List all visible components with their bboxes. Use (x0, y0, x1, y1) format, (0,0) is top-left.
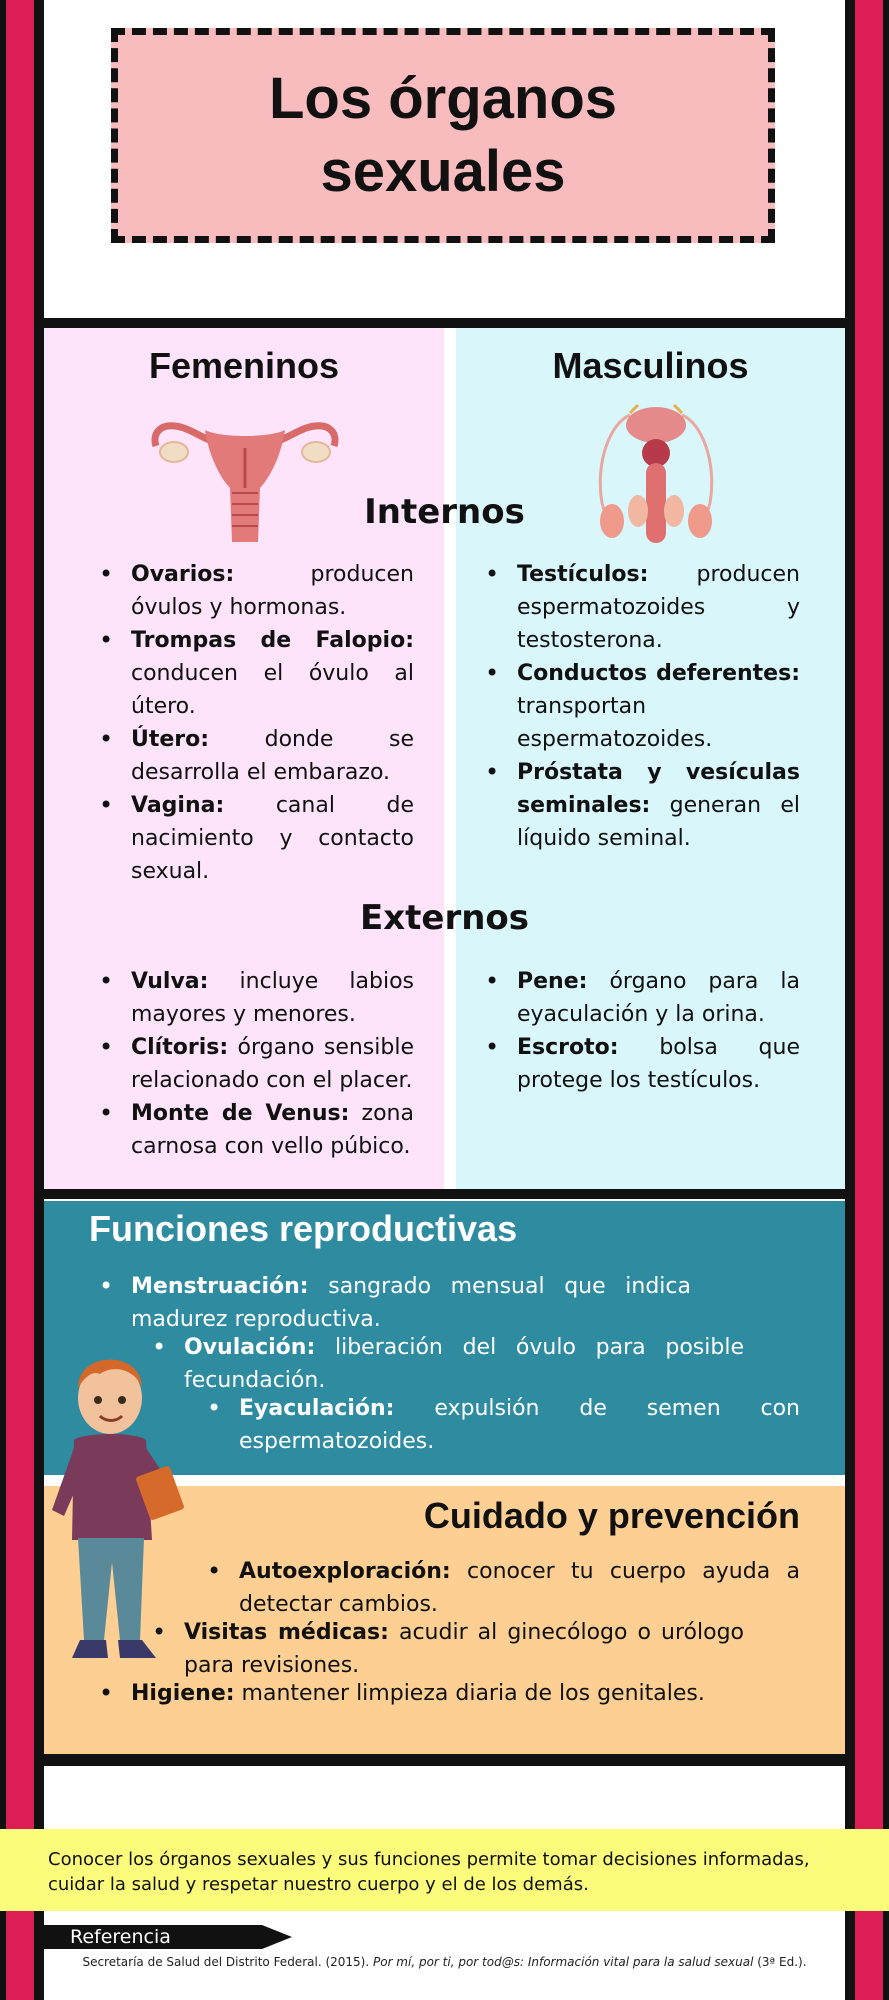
list-item: • Ovarios: producen óvulos y hormonas. (131, 558, 414, 624)
list-item: • Pene: órgano para la eyaculación y la orina. (517, 965, 800, 1031)
list-item: • Higiene: mantener limpieza diaria de los genitales. (131, 1677, 771, 1710)
reference-label: Referencia (70, 1926, 171, 1948)
right-border (845, 0, 889, 2000)
cuidado-list (131, 1677, 771, 1710)
externos-heading: Externos (359, 898, 530, 938)
list-item: • Trompas de Falopio: conducen el óvulo al útero. (131, 624, 414, 723)
list-item: • Ovulación: liberación del óvulo para posible fecundación. (184, 1331, 744, 1397)
internos-female-list (131, 558, 414, 888)
citation: Secretaría de Salud del Distrito Federal. (2015). Por mí, por ti, por tod@s: Información vital para la salud sexual (3ª Ed.). (82, 1955, 807, 1969)
reference-label-wrap (44, 1925, 292, 1949)
male-heading: Masculinos (552, 345, 749, 386)
page-title: Los órganos sexuales (268, 66, 618, 204)
list-item: • Útero: donde se desarrolla el embarazo. (131, 723, 414, 789)
cuidado-list (184, 1616, 744, 1682)
externos-male-list (517, 965, 800, 1097)
list-item: • Menstruación: sangrado mensual que indica madurez reproductiva. (131, 1270, 691, 1336)
conclusion-text: Conocer los órganos sexuales y sus funciones permite tomar decisiones informadas, cuidar la salud y respetar nuestro cuerpo y el de los demás. (48, 1849, 810, 1895)
left-border (0, 0, 44, 2000)
cuidado-heading: Cuidado y prevención (423, 1495, 800, 1536)
list-item: • Monte de Venus: zona carnosa con vello púbico. (131, 1097, 414, 1163)
list-item: • Próstata y vesículas seminales: generan el líquido seminal. (517, 756, 800, 855)
divider (44, 1189, 845, 1199)
divider (44, 1754, 845, 1766)
funciones-list (239, 1392, 800, 1458)
list-item: • Vulva: incluye labios mayores y menores. (131, 965, 414, 1031)
title-box (111, 28, 775, 243)
list-item: • Testículos: producen espermatozoides y testosterona. (517, 558, 800, 657)
list-item: • Clítoris: órgano sensible relacionado con el placer. (131, 1031, 414, 1097)
conclusion-banner (0, 1829, 889, 1911)
list-item: • Visitas médicas: acudir al ginecólogo o urólogo para revisiones. (184, 1616, 744, 1682)
internos-heading: Internos (364, 492, 525, 532)
funciones-heading: Funciones reproductivas (89, 1208, 518, 1249)
cuidado-list (239, 1555, 800, 1621)
list-item: • Escroto: bolsa que protege los testículos. (517, 1031, 800, 1097)
funciones-list (131, 1270, 691, 1336)
female-heading: Femeninos (148, 345, 340, 386)
list-item: • Eyaculación: expulsión de semen con espermatozoides. (239, 1392, 800, 1458)
list-item: • Vagina: canal de nacimiento y contacto sexual. (131, 789, 414, 888)
internos-male-list (517, 558, 800, 855)
funciones-list (184, 1331, 744, 1397)
list-item: • Conductos deferentes: transportan espermatozoides. (517, 657, 800, 756)
externos-female-list (131, 965, 414, 1163)
column-divider (444, 328, 456, 1189)
child-illustration (44, 1340, 194, 1680)
list-item: • Autoexploración: conocer tu cuerpo ayuda a detectar cambios. (239, 1555, 800, 1621)
divider (44, 318, 845, 328)
